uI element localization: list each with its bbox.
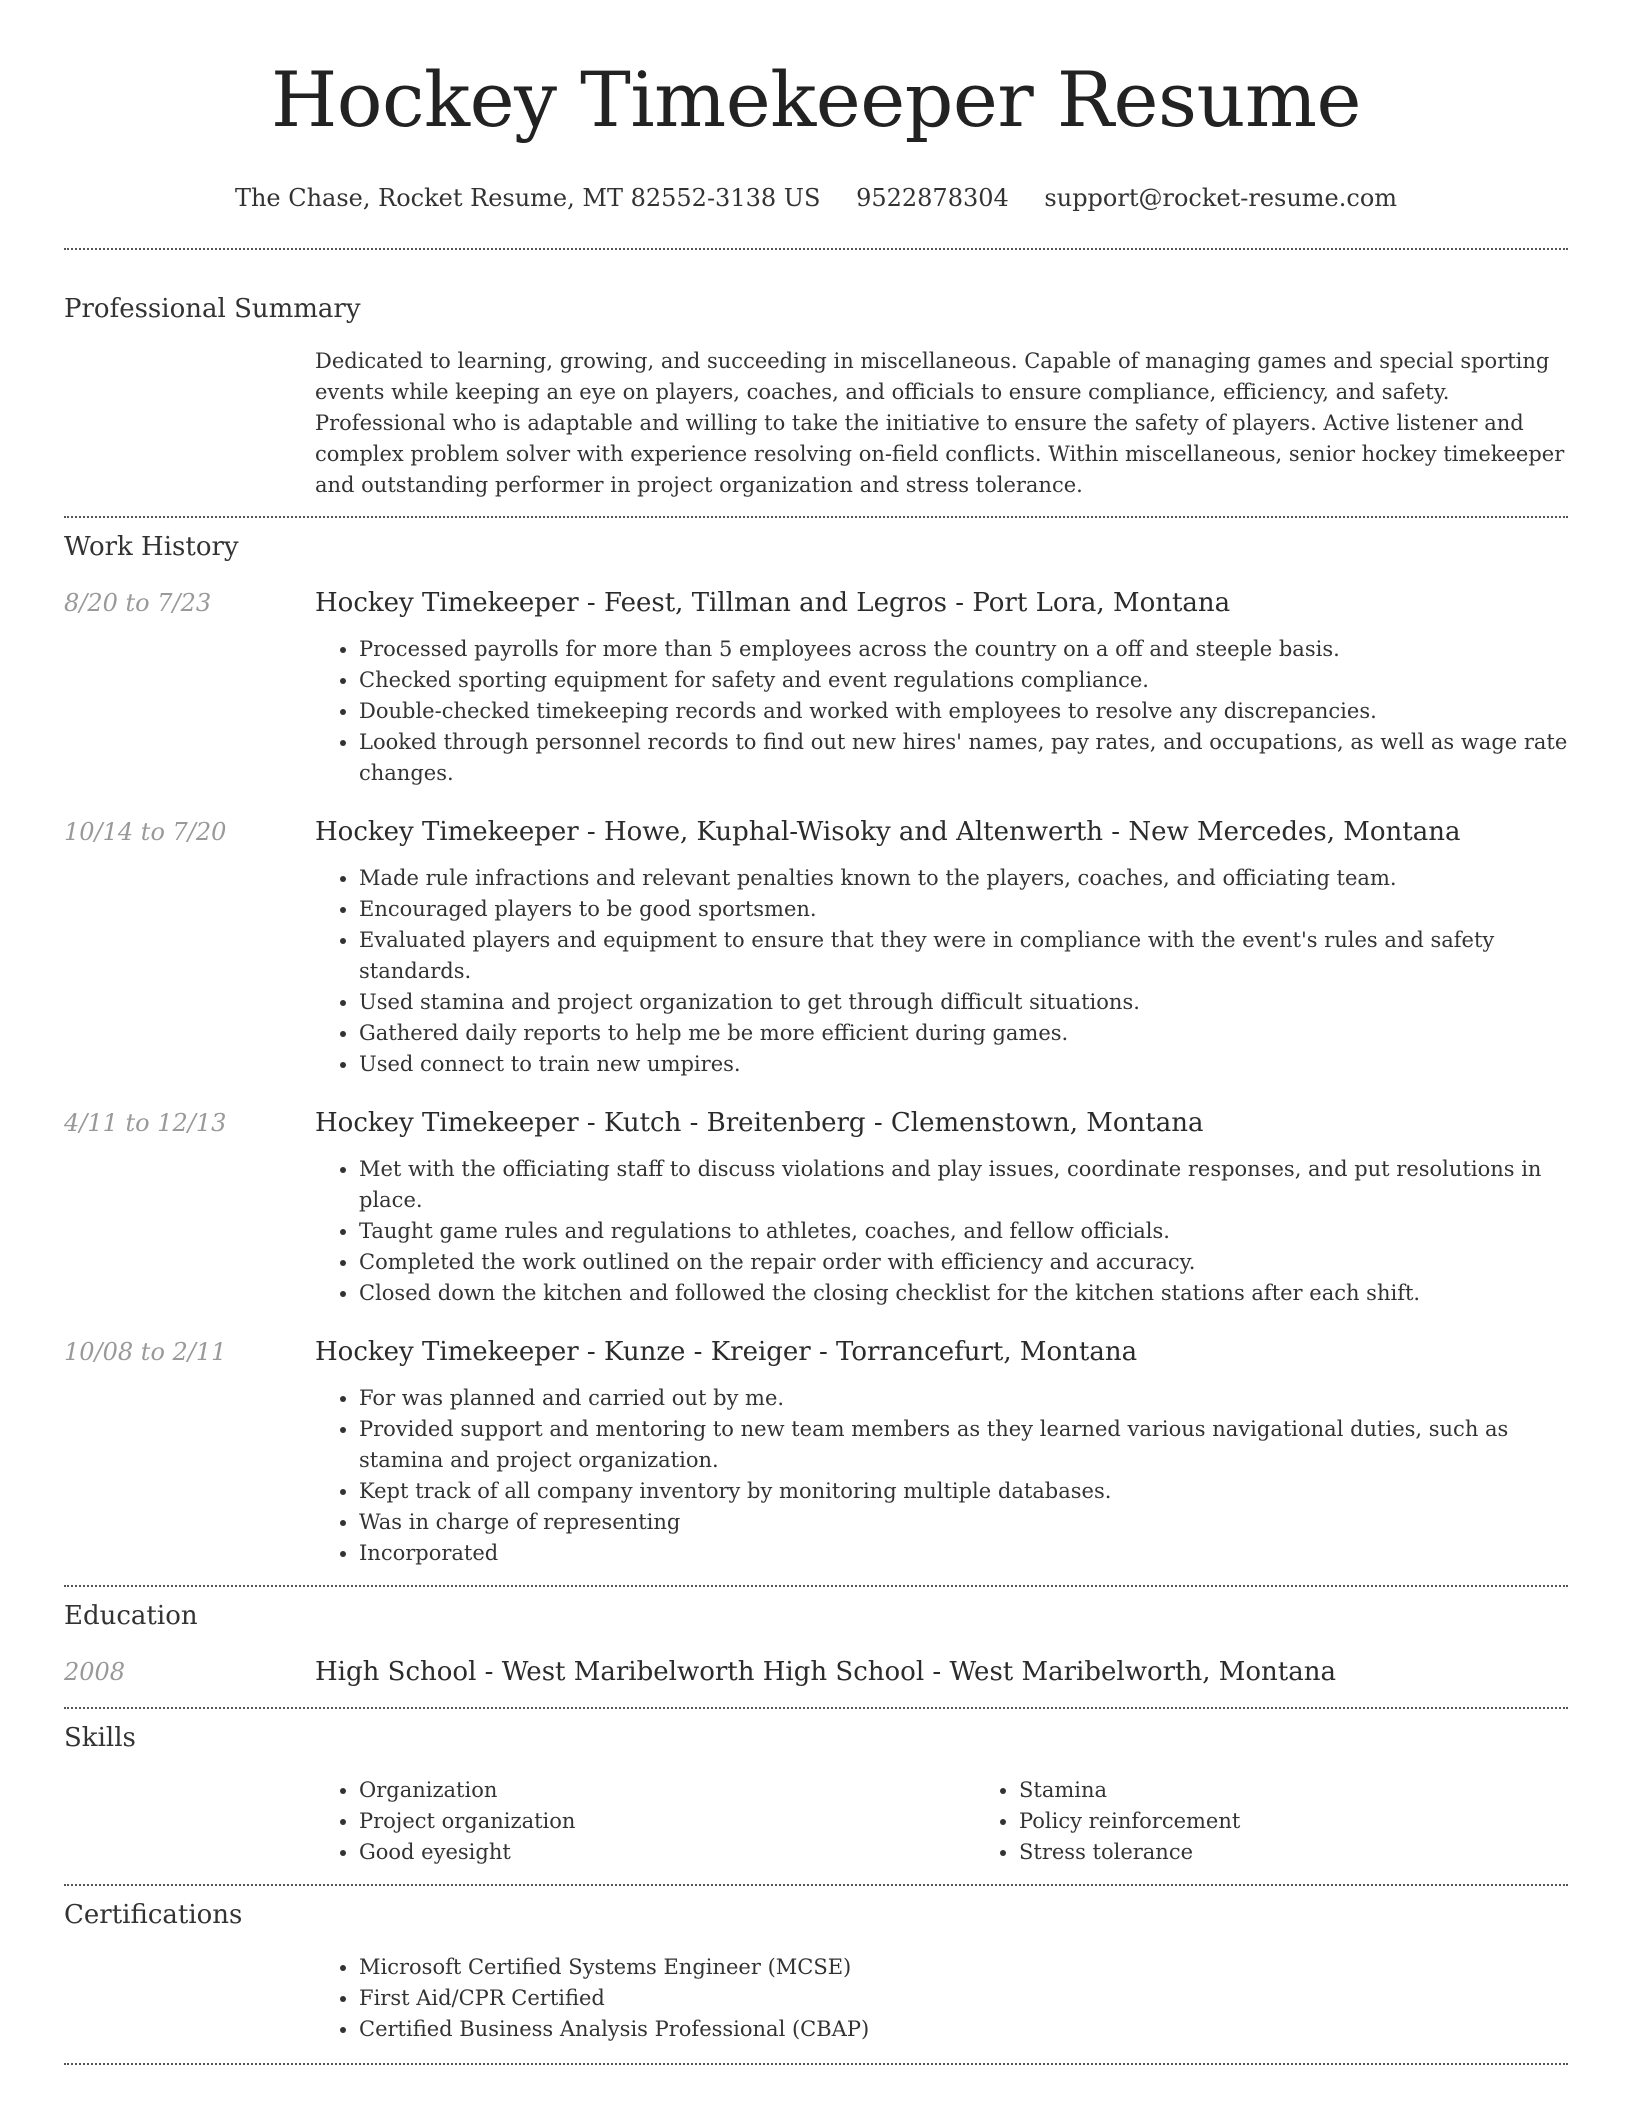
job-bullets xyxy=(315,1154,1568,1309)
divider xyxy=(64,2063,1568,2065)
skills-list-left xyxy=(315,1775,975,1868)
list-item: • Used connect to train new umpires. xyxy=(359,1049,1568,1080)
list-item: • Stamina xyxy=(1019,1775,1632,1806)
divider xyxy=(64,1707,1568,1709)
list-item: • Taught game rules and regulations to athletes, coaches, and fellow officials. xyxy=(359,1216,1568,1247)
job-heading: Hockey Timekeeper - Kunze - Kreiger - Torrancefurt, Montana xyxy=(315,1337,1138,1367)
job-dates: 10/08 to 2/11 xyxy=(64,1338,227,1366)
job-entry xyxy=(64,586,1568,789)
certifications-row xyxy=(64,1952,1568,2045)
job-dates: 10/14 to 7/20 xyxy=(64,818,227,846)
list-item: • Closed down the kitchen and followed the closing checklist for the kitchen stations after each shift. xyxy=(359,1278,1568,1309)
divider xyxy=(64,1884,1568,1886)
section-title-skills: Skills xyxy=(64,1723,136,1753)
list-item: • Good eyesight xyxy=(359,1837,975,1868)
resume-page xyxy=(64,0,1568,2065)
list-item: • Certified Business Analysis Professional (CBAP) xyxy=(359,2014,1568,2045)
skills-columns xyxy=(315,1775,1632,1868)
section-title-education: Education xyxy=(64,1601,198,1631)
job-heading: Hockey Timekeeper - Kutch - Breitenberg - Clemenstown, Montana xyxy=(315,1108,1204,1138)
certifications-list xyxy=(315,1952,1568,2045)
divider xyxy=(64,1585,1568,1587)
job-dates: 4/11 to 12/13 xyxy=(64,1109,227,1137)
list-item: • Microsoft Certified Systems Engineer (MCSE) xyxy=(359,1952,1568,1983)
list-item: • For was planned and carried out by me. xyxy=(359,1383,1568,1414)
section-title-work: Work History xyxy=(64,532,239,562)
list-item: • Looked through personnel records to find out new hires' names, pay rates, and occupations, as well as wage rate changes. xyxy=(359,727,1568,789)
list-item: • Evaluated players and equipment to ensure that they were in compliance with the event's rules and safety standards. xyxy=(359,925,1568,987)
list-item: • Double-checked timekeeping records and worked with employees to resolve any discrepancies. xyxy=(359,696,1568,727)
skills-list-right xyxy=(975,1775,1632,1868)
list-item: • Provided support and mentoring to new team members as they learned various navigational duties, such as stamina and project organization. xyxy=(359,1414,1568,1476)
list-item: • Used stamina and project organization to get through difficult situations. xyxy=(359,987,1568,1018)
list-item: • Incorporated xyxy=(359,1538,1568,1569)
job-heading: Hockey Timekeeper - Howe, Kuphal-Wisoky and Altenwerth - New Mercedes, Montana xyxy=(315,817,1461,847)
list-item: • Checked sporting equipment for safety and event regulations compliance. xyxy=(359,665,1568,696)
education-entry xyxy=(64,1655,1568,1689)
list-item: • Stress tolerance xyxy=(1019,1837,1632,1868)
job-bullets xyxy=(315,863,1568,1080)
education-heading: High School - West Maribelworth High School - West Maribelworth, Montana xyxy=(315,1657,1336,1687)
job-entry xyxy=(64,815,1568,1080)
list-item: • Was in charge of representing xyxy=(359,1507,1568,1538)
job-entry xyxy=(64,1335,1568,1569)
summary-row xyxy=(64,346,1568,501)
contact-address: The Chase, Rocket Resume, MT 82552-3138 US xyxy=(234,184,821,212)
list-item: • Met with the officiating staff to discuss violations and play issues, coordinate responses, and put resolutions in place. xyxy=(359,1154,1568,1216)
education-year: 2008 xyxy=(64,1658,126,1686)
summary-text: Dedicated to learning, growing, and succeeding in miscellaneous. Capable of managing games and special sporting events while keeping an eye on players, coaches, and officials to ensure compliance, efficiency, and safety. Professional who is adaptable and willing to take the initiative to ensure the safety of players. Active listener and complex problem solver with experience resolving on-field conflicts. Within miscellaneous, senior hockey timekeeper and outstanding performer in project organization and stress tolerance. xyxy=(315,349,1565,497)
job-bullets xyxy=(315,634,1568,789)
list-item: • Completed the work outlined on the repair order with efficiency and accuracy. xyxy=(359,1247,1568,1278)
section-title-summary: Professional Summary xyxy=(64,294,361,324)
section-title-certifications: Certifications xyxy=(64,1900,243,1930)
list-item: • Project organization xyxy=(359,1806,975,1837)
skills-row xyxy=(64,1775,1568,1868)
job-bullets xyxy=(315,1383,1568,1569)
list-item: • Organization xyxy=(359,1775,975,1806)
divider xyxy=(64,516,1568,518)
list-item: • First Aid/CPR Certified xyxy=(359,1983,1568,2014)
job-heading: Hockey Timekeeper - Feest, Tillman and Legros - Port Lora, Montana xyxy=(315,588,1231,618)
list-item: • Encouraged players to be good sportsmen. xyxy=(359,894,1568,925)
resume-title: Hockey Timekeeper Resume xyxy=(270,55,1362,144)
list-item: • Kept track of all company inventory by monitoring multiple databases. xyxy=(359,1476,1568,1507)
contact-email: support@rocket-resume.com xyxy=(1044,184,1398,212)
list-item: • Processed payrolls for more than 5 employees across the country on a off and steeple basis. xyxy=(359,634,1568,665)
job-entry xyxy=(64,1106,1568,1309)
divider xyxy=(64,248,1568,250)
list-item: • Policy reinforcement xyxy=(1019,1806,1632,1837)
list-item: • Gathered daily reports to help me be more efficient during games. xyxy=(359,1018,1568,1049)
list-item: • Made rule infractions and relevant penalties known to the players, coaches, and officiating team. xyxy=(359,863,1568,894)
contact-phone: 9522878304 xyxy=(856,184,1009,212)
job-dates: 8/20 to 7/23 xyxy=(64,589,212,617)
contact-line xyxy=(64,182,1568,214)
